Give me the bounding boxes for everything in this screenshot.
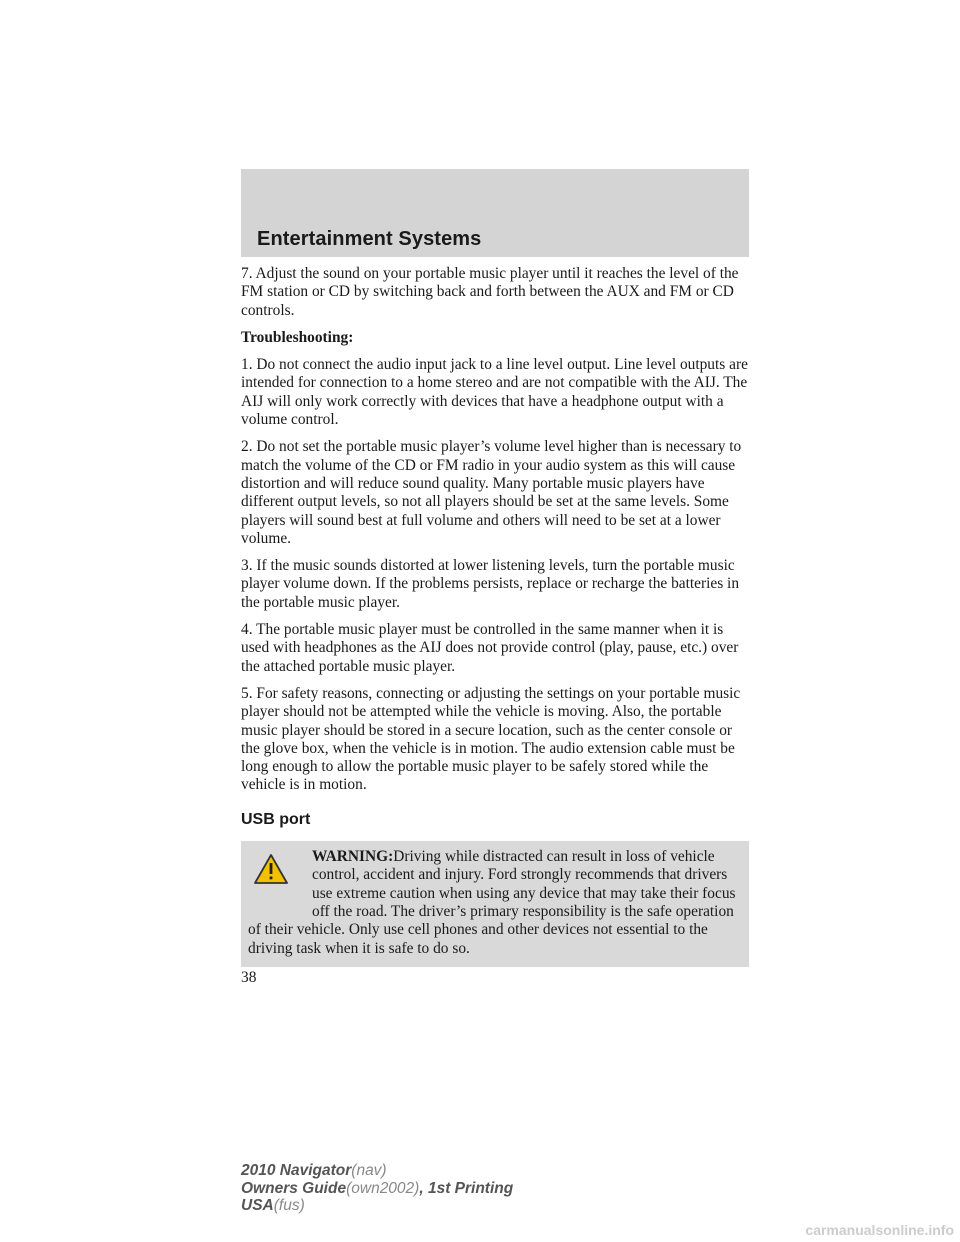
troubleshooting-heading: Troubleshooting: <box>241 328 354 346</box>
troubleshooting-item-1: 1. Do not connect the audio input jack to a line level output. Line level outputs are intended for connection to a home stereo and are not compatible with the AIJ. The AIJ will only work correctly with devices that have a headphone output with a volume control. <box>241 356 748 429</box>
warning-label: WARNING: <box>312 848 394 866</box>
print-footer <box>241 1162 513 1215</box>
troubleshooting-item-4: 4. The portable music player must be controlled in the same manner when it is used with headphones as the AIJ does not provide control (play, pause, etc.) over the attached portable music player. <box>241 621 739 675</box>
warning-box <box>241 841 749 967</box>
section-title: Entertainment Systems <box>257 228 482 250</box>
footer-market: USA <box>241 1197 274 1214</box>
footer-model: 2010 Navigator <box>241 1162 352 1179</box>
page-number: 38 <box>241 969 257 986</box>
footer-guide: Owners Guide <box>241 1179 347 1197</box>
usb-port-heading: USB port <box>241 810 311 828</box>
watermark: carmanualsonline.info <box>805 1222 954 1238</box>
troubleshooting-item-3: 3. If the music sounds distorted at lower listening levels, turn the portable music player volume down. If the problems persists, replace or recharge the batteries in the portable music player. <box>241 557 740 611</box>
footer-market-code: (fus) <box>273 1197 305 1214</box>
footer-printing: , 1st Printing <box>419 1179 514 1197</box>
troubleshooting-item-5: 5. For safety reasons, connecting or adjusting the settings on your portable music player should not be attempted while the vehicle is moving. Also, the portable music player should be stored in a secure location, such as the center console or the glove box, when the vehicle is in motion. The audio extension cable must be long enough to allow the portable music player to be safely stored while the vehicle is in motion. <box>241 684 741 794</box>
section-header-band <box>241 169 749 257</box>
warning-triangle-icon <box>254 854 288 884</box>
troubleshooting-item-2: 2. Do not set the portable music player’s volume level higher than is necessary to match the volume of the CD or FM radio in your audio system as this will cause distortion and will reduce sound quality. Many portable music players have different output levels, so not all players should be set at the same levels. Some players will sound best at full volume and others will need to be set at a lower volume. <box>241 438 742 547</box>
step-7-paragraph: 7. Adjust the sound on your portable music player until it reaches the level of the FM station or CD by switching back and forth between the AUX and FM or CD controls. <box>241 265 739 319</box>
page-content <box>241 265 749 967</box>
warning-text: Driving while distracted can result in loss of vehicle control, accident and injury. Ford strongly recommends that drivers use extreme caution when using any device that may take their focus off the road. The driver’s primary responsibility is the safe operation of their vehicle. Only use cell phones and other devices not essential to the driving task when it is safe to do so. <box>248 848 736 957</box>
footer-guide-code: (own2002) <box>346 1179 420 1197</box>
footer-model-code: (nav) <box>351 1162 387 1179</box>
